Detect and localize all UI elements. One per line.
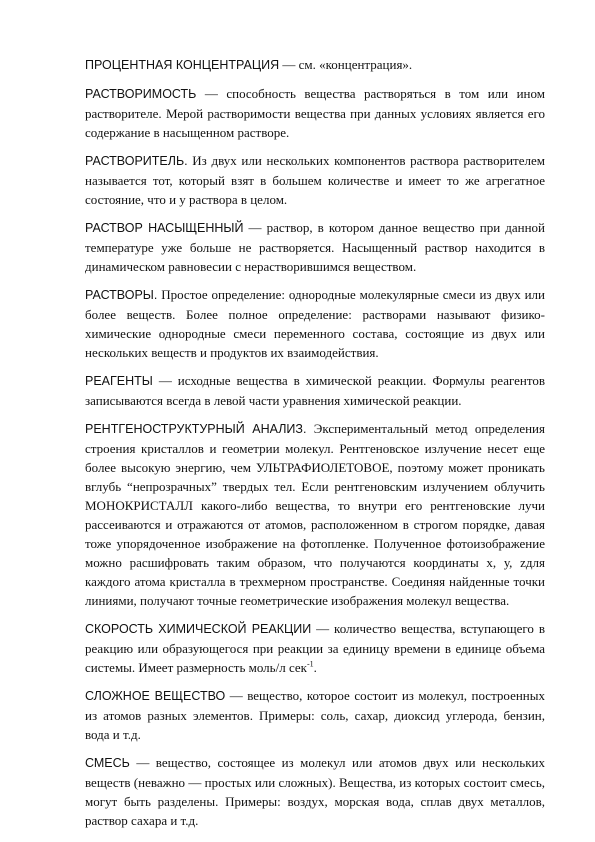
- entry-term: СКОРОСТЬ ХИМИЧЕСКОЙ РЕАКЦИИ: [85, 622, 312, 636]
- entry-reagents: [85, 371, 545, 410]
- entry-text: — количество вещества, вступающего в реакцию или образующегося при реакции за единицу времени в единице объема системы. Имеет размерность моль/л сек: [85, 621, 545, 675]
- entry-text: Простое определение: однородные молекулярные смеси из двух или более веществ. Более полное определение: растворами называют физико-химические однородные смеси переменного состава, состоящие из двух или нескольких веществ и продуктов их взаимодействия.: [85, 287, 545, 360]
- entry-term: РАСТВОРИМОСТЬ: [85, 87, 197, 101]
- entry-term: РАСТВОР НАСЫЩЕННЫЙ: [85, 221, 244, 235]
- entry-term: РЕАГЕНТЫ: [85, 374, 153, 388]
- entry-term: РАСТВОРИТЕЛЬ.: [85, 154, 188, 168]
- entry-term: РАСТВОРЫ.: [85, 288, 158, 302]
- entry-text: — вещество, состоящее из молекул или атомов двух или нескольких веществ (неважно — простых или сложных). Вещества, из которых состоит смесь, могут быть разделены. Примеры: воздух, морская вода, сплав двух металлов, раствор сахара и т.д.: [85, 755, 545, 828]
- entry-text: — способность вещества растворяться в том или ином растворителе. Мерой растворимости вещества при данных условиях является его содержание в насыщенном растворе.: [85, 86, 545, 140]
- entry-mixture: [85, 753, 545, 830]
- entry-text: Из двух или нескольких компонентов раствора растворителем называется тот, который взят в большем количестве и имеет то же агрегатное состояние, что и у раствора в целом.: [85, 153, 545, 207]
- entry-term: ПРОЦЕНТНАЯ КОНЦЕНТРАЦИЯ: [85, 58, 280, 72]
- entry-text: — исходные вещества в химической реакции. Формулы реагентов записываются всегда в левой части уравнения химической реакции.: [85, 373, 545, 408]
- entry-term: РЕНТГЕНОСТРУКТУРНЫЙ АНАЛИЗ.: [85, 422, 307, 436]
- entry-reaction-rate: [85, 619, 545, 677]
- entry-xray-analysis: [85, 419, 545, 610]
- entry-solvent: [85, 151, 545, 209]
- entry-text: — см. «концентрация».: [279, 57, 413, 72]
- entry-saturated-solution: [85, 218, 545, 276]
- entry-solubility: [85, 84, 545, 142]
- entry-text: — раствор, в котором данное вещество при данной температуре уже больше не растворяется. Насыщенный раствор находится в динамическом равновесии с нерастворившимся веществом.: [85, 220, 545, 274]
- entry-percent-concentration: [85, 55, 545, 75]
- entry-compound: [85, 686, 545, 744]
- entry-solutions: [85, 285, 545, 362]
- entry-superscript: -1: [306, 659, 314, 669]
- entry-term: СМЕСЬ: [85, 756, 130, 770]
- entry-term: СЛОЖНОЕ ВЕЩЕСТВО: [85, 689, 226, 703]
- entry-text: Экспериментальный метод определения строения кристаллов и геометрии молекул. Рентгеновское излучение несет еще более высокую энергию, чем УЛЬТРАФИОЛЕТОВОЕ, поэтому может проникать вглубь “непрозрачных” твердых тел. Если рентгеновским излучением облучить МОНОКРИСТАЛЛ какого-либо вещества, то внутри его рентгеновские лучи рассеиваются и отражаются от атомов, расположенном в строгом порядке, давая тоже упорядоченное изображение на фотопленке. Полученное фотоизображение можно расшифровать таким образом, что получаются координаты х, у, zдля каждого атома кристалла в трехмерном пространстве. Соединяя найденные точки линиями, получают точные геометрические изображения молекул вещества.: [85, 421, 545, 608]
- entry-text: — вещество, которое состоит из молекул, построенных из атомов разных элементов. Примеры: соль, сахар, диоксид углерода, бензин, вода и т.д.: [85, 688, 545, 742]
- entry-tail: .: [313, 660, 317, 675]
